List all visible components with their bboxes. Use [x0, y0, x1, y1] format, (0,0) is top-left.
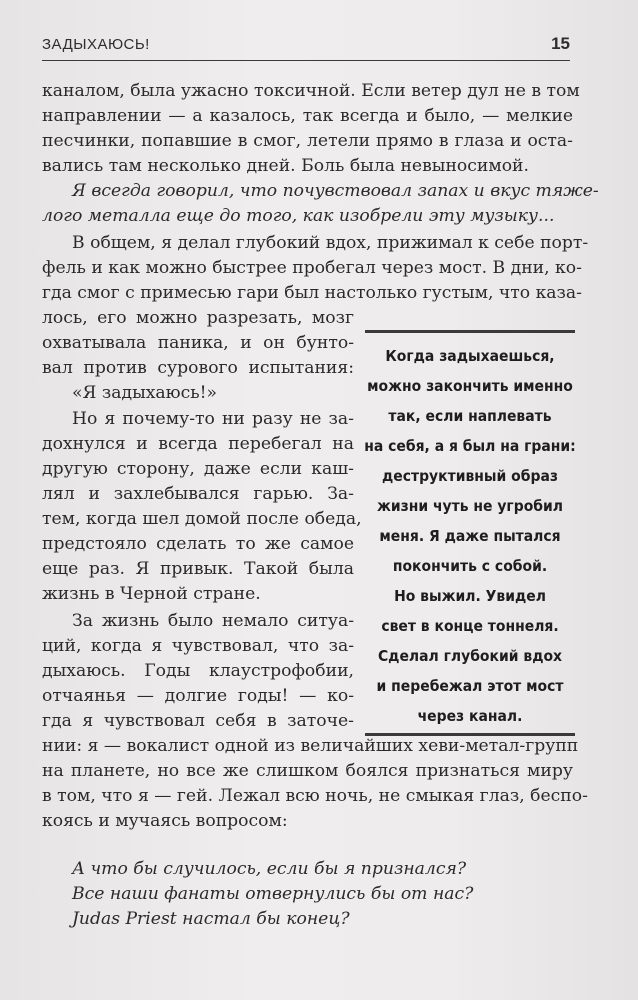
pullquote-line: так, если наплевать: [388, 407, 552, 425]
question-line: Judas Priest настал бы конец?: [72, 909, 350, 929]
body-line: в том, что я — гей. Лежал всю ночь, не смыкая глаз, беспо-: [42, 786, 588, 806]
pullquote-top-rule: [365, 330, 575, 333]
body-line: вались там несколько дней. Боль была невыносимой.: [42, 156, 529, 176]
body-line: гда я чувствовал себя в заточе-: [42, 711, 354, 731]
running-header: [42, 34, 570, 61]
body-line: еще раз. Я привык. Такой была: [42, 559, 354, 579]
body-line: вал против сурового испытания:: [42, 358, 354, 378]
body-line: жизнь в Черной стране.: [42, 584, 261, 604]
body-line: лось, его можно разрезать, мозг: [42, 308, 354, 328]
body-line: дыхаюсь. Годы клаустрофобии,: [42, 661, 354, 681]
body-line: на планете, но все же слишком боялся признаться миру: [42, 761, 573, 781]
body-line-italic: лого металла еще до того, как изобрели эту музыку...: [42, 206, 555, 226]
pullquote-bottom-rule: [365, 733, 575, 736]
pullquote-line: через канал.: [417, 707, 523, 725]
body-line: фель и как можно быстрее пробегал через мост. В дни, ко-: [42, 258, 582, 278]
chapter-title: ЗАДЫХАЮСЬ!: [42, 36, 150, 53]
pullquote-line: Сделал глубокий вдох: [377, 647, 563, 665]
body-line-italic: Я всегда говорил, что почувствовал запах и вкус тяже-: [72, 181, 599, 201]
body-line: отчаянья — долгие годы! — ко-: [42, 686, 354, 706]
question-line: А что бы случилось, если бы я признался?: [72, 859, 467, 879]
pullquote: [360, 341, 580, 731]
pullquote-line: Но выжил. Увидел: [394, 587, 546, 605]
pullquote-line: свет в конце тоннеля.: [381, 617, 559, 635]
pullquote-line: покончить с собой.: [392, 557, 548, 575]
body-line: ций, когда я чувствовал, что за-: [42, 636, 354, 656]
body-line: охватывала паника, и он бунто-: [42, 333, 354, 353]
body-line: лял и захлебывался гарью. За-: [42, 484, 354, 504]
pullquote-line: на себя, а я был на грани:: [364, 437, 576, 455]
body-line: гда смог с примесью гари был настолько густым, что казa-: [42, 283, 582, 303]
pullquote-line: жизни чуть не угробил: [376, 497, 564, 515]
pullquote-line: Когда задыхаешься,: [385, 347, 555, 365]
pullquote-line: и перебежал этот мост: [376, 677, 564, 695]
body-line: нии: я — вокалист одной из величайших хеви-метал-групп: [42, 736, 579, 756]
body-line: В общем, я делал глубокий вдох, прижимал к себе порт-: [72, 233, 589, 253]
body-line-text: Но я почему-то ни разу не за-: [72, 409, 354, 429]
body-line: другую сторону, даже если каш-: [42, 459, 354, 479]
question-line: Все наши фанаты отвернулись бы от нас?: [72, 884, 474, 904]
pullquote-line: меня. Я даже пытался: [379, 527, 561, 545]
body-line: песчинки, попавшие в смог, летели прямо в глаза и оста-: [42, 131, 573, 151]
pullquote-line: деструктивный образ: [382, 467, 558, 485]
body-line: направлении — а казалось, так всегда и было, — мелкие: [42, 106, 573, 126]
body-line: «Я задыхаюсь!»: [72, 383, 218, 403]
body-line: каналом, была ужасно токсичной. Если ветер дул не в том: [42, 81, 580, 101]
page-number: 15: [551, 34, 570, 53]
body-line: тем, когда шел домой после обеда,: [42, 509, 362, 529]
body-line: За жизнь было немало ситуа-: [72, 611, 354, 631]
pullquote-line: можно закончить именно: [367, 377, 573, 395]
body-line: [72, 408, 354, 430]
body-line: дохнулся и всегда перебегал на: [42, 434, 354, 454]
body-line: коясь и мучаясь вопросом:: [42, 811, 288, 831]
body-line: предстояло сделать то же самое: [42, 534, 354, 554]
